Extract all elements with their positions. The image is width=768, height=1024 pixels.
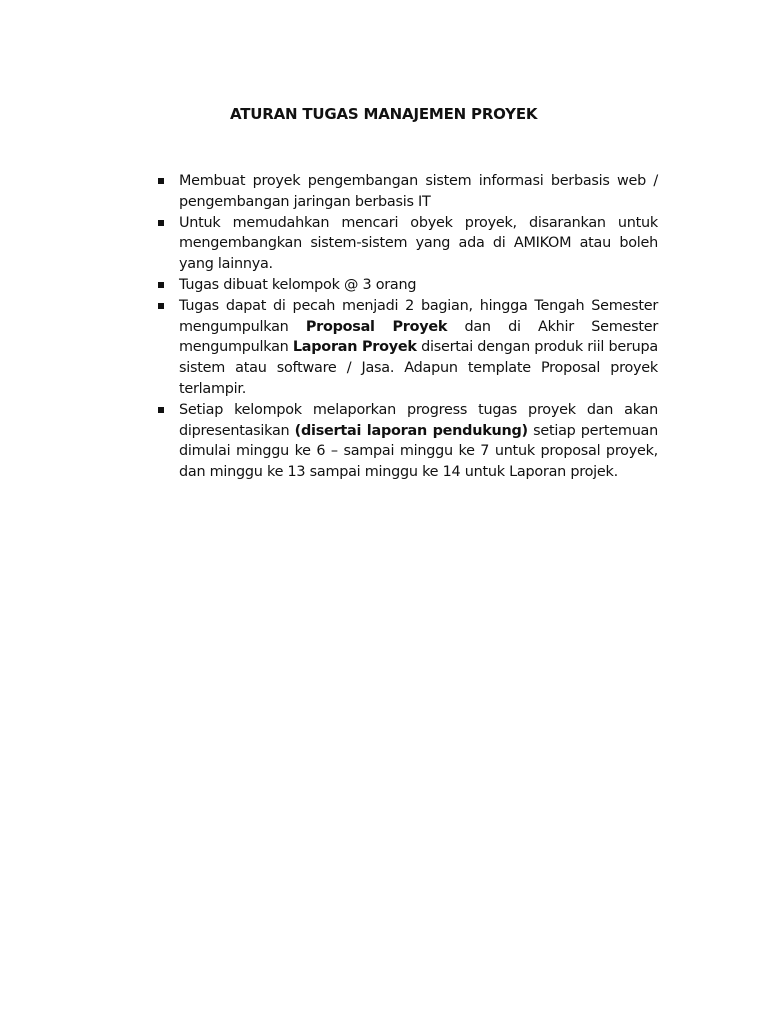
square-bullet-icon xyxy=(158,407,164,413)
square-bullet-icon xyxy=(158,220,164,226)
rule-text: Tugas dapat di pecah menjadi 2 bagian, hingga Tengah Semester mengumpulkan xyxy=(179,297,658,335)
rule-bold-text: Proposal Proyek xyxy=(305,318,448,335)
rules-list xyxy=(158,171,658,483)
list-item xyxy=(158,275,658,296)
rule-bold-text: Laporan Proyek xyxy=(292,339,417,356)
square-bullet-icon xyxy=(158,303,164,309)
square-bullet-icon xyxy=(158,282,164,288)
list-item xyxy=(158,296,658,400)
rule-text: Membuat proyek pengembangan sistem informasi berbasis web / pengembangan jaringan berbasis IT xyxy=(179,173,658,210)
document-title: ATURAN TUGAS MANAJEMEN PROYEK xyxy=(230,105,538,123)
rule-text: dan di Akhir Semester mengumpulkan xyxy=(179,318,658,356)
rule-bold-text: (disertai laporan pendukung) xyxy=(294,422,528,439)
rule-text: Tugas dibuat kelompok @ 3 orang xyxy=(179,276,417,293)
rule-text: disertai dengan produk riil berupa sistem atau software / Jasa. Adapun template Proposal proyek terlampir. xyxy=(179,339,658,397)
list-item xyxy=(158,400,658,483)
rule-text: Untuk memudahkan mencari obyek proyek, disarankan untuk mengembangkan sistem-sistem yang ada di AMIKOM atau boleh yang lainnya. xyxy=(179,214,658,273)
rule-text: Setiap kelompok melaporkan progress tugas proyek dan akan dipresentasikan xyxy=(179,401,658,439)
rule-text: setiap pertemuan dimulai minggu ke 6 – sampai minggu ke 7 untuk proposal proyek, dan minggu ke 13 sampai minggu ke 14 untuk Laporan projek. xyxy=(179,422,659,481)
square-bullet-icon xyxy=(158,178,164,184)
list-item xyxy=(158,213,658,275)
list-item xyxy=(158,171,658,213)
